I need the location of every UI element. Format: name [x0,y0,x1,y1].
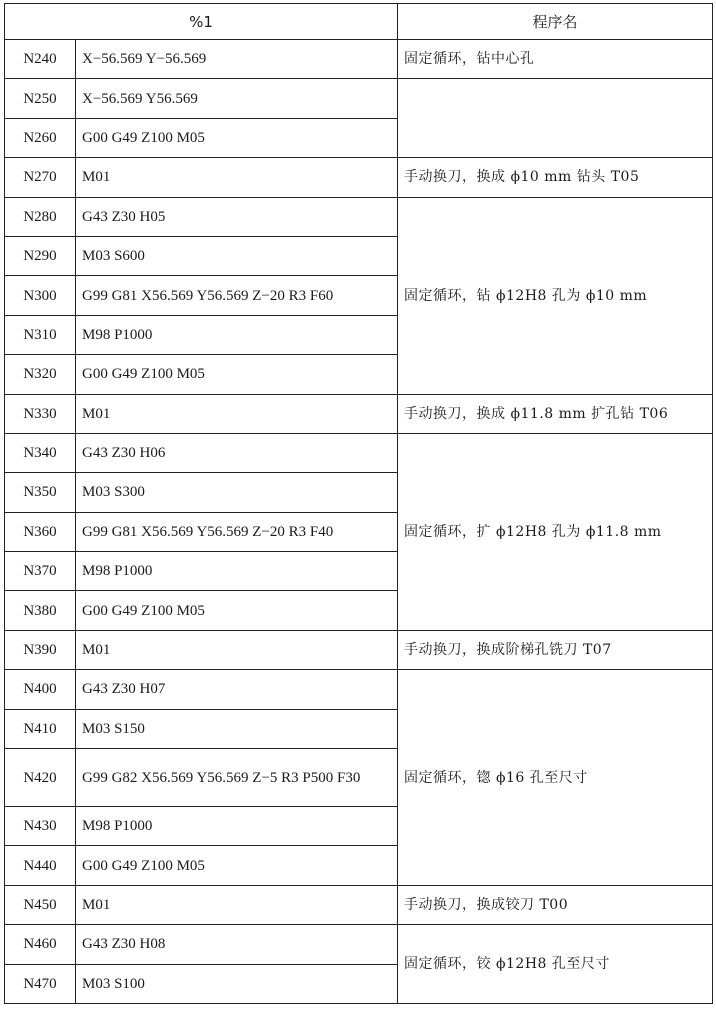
step-description: 固定循环，铰 ϕ12H8 孔至尺寸 [398,925,713,1004]
block-number: N340 [5,433,76,472]
gcode-line: G43 Z30 H05 [76,197,398,236]
table-row [5,630,713,669]
step-description-empty [398,79,713,158]
table-row [5,433,713,472]
gcode-line: M01 [76,394,398,433]
program-table-container [4,3,712,1004]
step-description: 固定循环，钻中心孔 [398,40,713,79]
table-row [5,394,713,433]
block-number: N470 [5,964,76,1003]
block-number: N330 [5,394,76,433]
block-number: N430 [5,807,76,846]
gcode-line: M98 P1000 [76,807,398,846]
gcode-line: M01 [76,885,398,924]
gcode-line: M98 P1000 [76,315,398,354]
block-number: N300 [5,276,76,315]
step-description: 手动换刀，换成阶梯孔铣刀 T07 [398,630,713,669]
block-number: N440 [5,846,76,885]
table-row [5,670,713,709]
step-description: 固定循环，扩 ϕ12H8 孔为 ϕ11.8 mm [398,433,713,630]
block-number: N410 [5,709,76,748]
block-number: N460 [5,925,76,964]
program-number-header: %1 [5,4,398,40]
block-number: N260 [5,118,76,157]
table-row [5,40,713,79]
block-number: N370 [5,552,76,591]
gcode-line: G00 G49 Z100 M05 [76,591,398,630]
block-number: N400 [5,670,76,709]
step-description: 固定循环，钻 ϕ12H8 孔为 ϕ10 mm [398,197,713,394]
gcode-line: M03 S100 [76,964,398,1003]
gcode-line: G99 G81 X56.569 Y56.569 Z−20 R3 F40 [76,512,398,551]
table-header-row [5,4,713,40]
block-number: N450 [5,885,76,924]
block-number: N420 [5,749,76,807]
step-description: 手动换刀，换成 ϕ11.8 mm 扩孔钻 T06 [398,394,713,433]
block-number: N390 [5,630,76,669]
gcode-line: G00 G49 Z100 M05 [76,118,398,157]
gcode-line: G99 G81 X56.569 Y56.569 Z−20 R3 F60 [76,276,398,315]
block-number: N310 [5,315,76,354]
gcode-line: M03 S150 [76,709,398,748]
block-number: N380 [5,591,76,630]
block-number: N280 [5,197,76,236]
gcode-line: G43 Z30 H08 [76,925,398,964]
gcode-line: X−56.569 Y−56.569 [76,40,398,79]
block-number: N240 [5,40,76,79]
program-name-header: 程序名 [398,4,713,40]
nc-program-table [4,3,713,1004]
gcode-line: M98 P1000 [76,552,398,591]
block-number: N290 [5,236,76,275]
gcode-line: G99 G82 X56.569 Y56.569 Z−5 R3 P500 F30 [76,749,398,807]
gcode-line: M03 S600 [76,236,398,275]
step-description: 手动换刀，换成铰刀 T00 [398,885,713,924]
table-row [5,197,713,236]
gcode-line: G43 Z30 H07 [76,670,398,709]
block-number: N250 [5,79,76,118]
block-number: N360 [5,512,76,551]
block-number: N320 [5,355,76,394]
gcode-line: G00 G49 Z100 M05 [76,846,398,885]
table-row [5,158,713,197]
gcode-line: X−56.569 Y56.569 [76,79,398,118]
step-description: 手动换刀，换成 ϕ10 mm 钻头 T05 [398,158,713,197]
gcode-line: G00 G49 Z100 M05 [76,355,398,394]
gcode-line: M01 [76,630,398,669]
table-row [5,925,713,964]
step-description: 固定循环，锪 ϕ16 孔至尺寸 [398,670,713,886]
gcode-line: G43 Z30 H06 [76,433,398,472]
block-number: N350 [5,473,76,512]
gcode-line: M01 [76,158,398,197]
table-row [5,885,713,924]
table-row [5,79,713,118]
gcode-line: M03 S300 [76,473,398,512]
block-number: N270 [5,158,76,197]
